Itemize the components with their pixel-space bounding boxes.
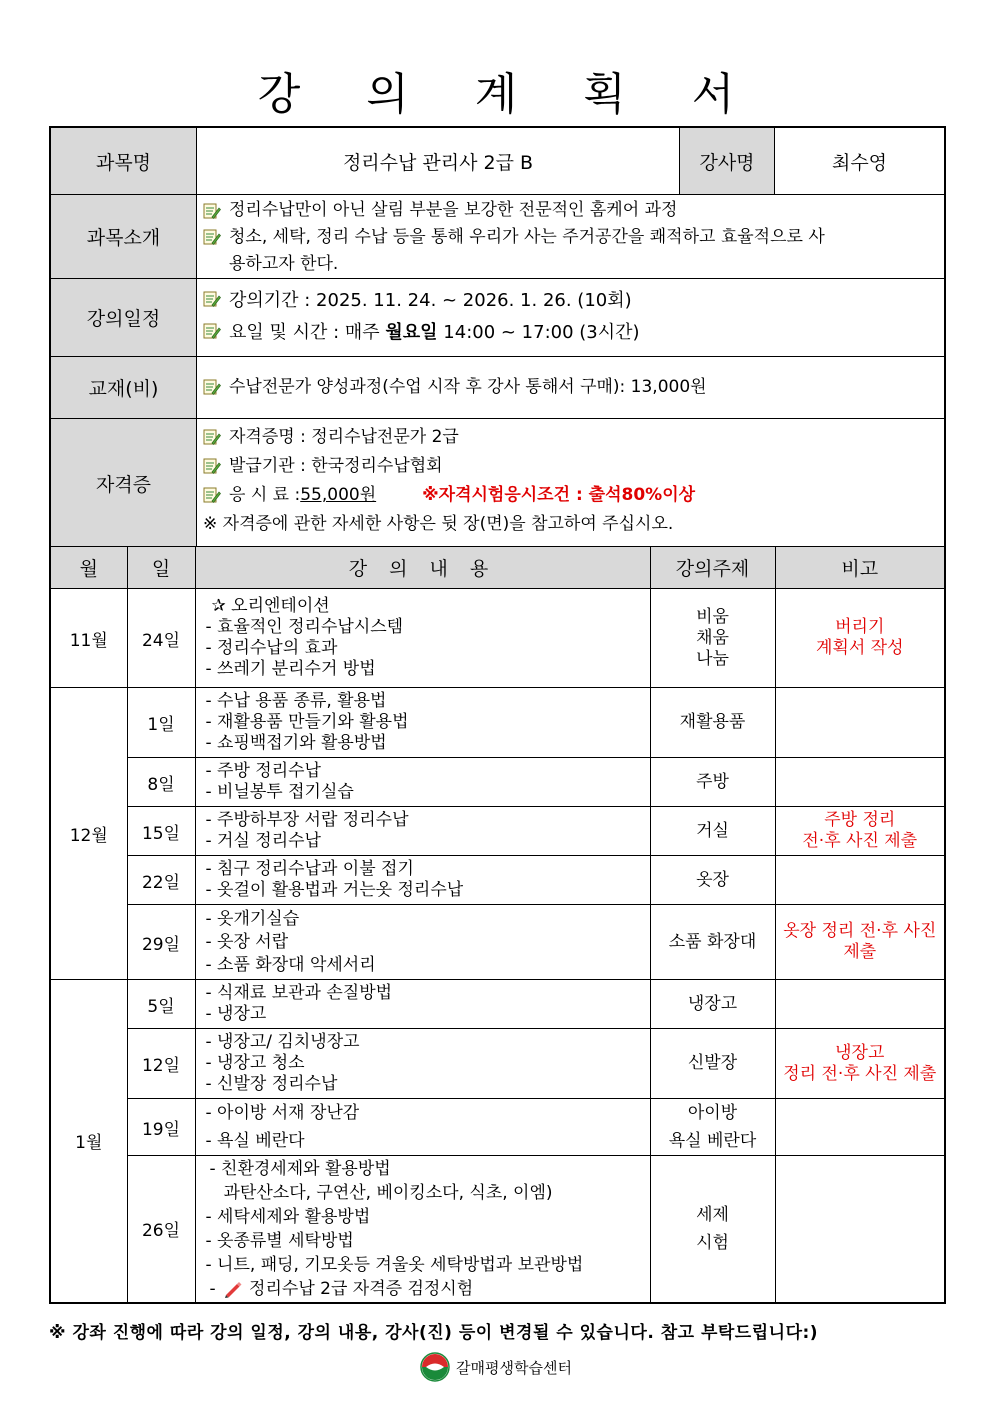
memo-pencil-icon <box>203 378 221 396</box>
course-time <box>229 317 640 349</box>
content-line: - 주방 정리수납 <box>205 761 321 781</box>
note-line: 정리 전·후 사진 제출 <box>783 1063 937 1084</box>
cert-note: ※ 자격증에 관한 자세한 사항은 뒷 장(면)을 참고하여 주십시오. <box>203 514 674 534</box>
content-line: - 비닐봉투 접기실습 <box>205 782 354 802</box>
content-line: - 신발장 정리수납 <box>205 1074 338 1094</box>
content-line: - 효율적인 정리수납시스템 <box>205 617 404 637</box>
header-month: 월 <box>50 547 127 589</box>
table-row <box>50 1156 945 1303</box>
table-row <box>50 758 945 807</box>
content-line: - 쓰레기 분리수거 방법 <box>205 659 376 679</box>
cert-value <box>197 419 944 548</box>
content-line: - 냉장고 청소 <box>205 1053 305 1073</box>
memo-pencil-icon <box>203 486 221 504</box>
time-prefix: 요일 및 시간 : 매주 <box>229 322 386 343</box>
day-cell: 1일 <box>127 688 195 758</box>
note-line: 주방 정리 <box>824 810 896 830</box>
intro-line-2: 청소, 세탁, 정리 수납 등을 통해 우리가 사는 주거공간을 쾌적하고 효율적으로 사 <box>229 227 825 247</box>
day-cell: 22일 <box>127 856 195 905</box>
day-cell: 29일 <box>127 905 195 980</box>
content-line: - 소품 화장대 악세서리 <box>205 954 376 975</box>
course-row <box>51 128 944 195</box>
note-cell <box>775 1099 945 1156</box>
schedule-label: 강의일정 <box>51 279 197 356</box>
day-cell: 26일 <box>127 1156 195 1303</box>
topic-cell: 소품 화장대 <box>650 905 775 980</box>
content-line: - 친환경세제와 활용방법 <box>209 1158 391 1179</box>
intro-row <box>51 195 944 279</box>
org-name: 갈매평생학습센터 <box>456 1358 572 1377</box>
topic-cell: 주방 <box>650 758 775 807</box>
month-cell: 12월 <box>50 688 127 980</box>
intro-line-1: 정리수납만이 아닌 살림 부분을 보강한 전문적인 홈케어 과정 <box>229 200 678 220</box>
table-row <box>50 1029 945 1099</box>
note-line: 제출 <box>843 942 877 962</box>
book-label: 교재(비) <box>51 357 197 418</box>
cert-fee: 55,000원 <box>300 485 377 505</box>
lecture-schedule-table <box>49 546 946 1304</box>
note-line: 전·후 사진 제출 <box>802 831 918 851</box>
dash: - <box>209 1278 222 1299</box>
note-line: 냉장고 <box>835 1042 885 1063</box>
topic-cell: 옷장 <box>650 856 775 905</box>
month-cell: 1월 <box>50 980 127 1303</box>
note-cell <box>775 980 945 1029</box>
content-line: - 식재료 보관과 손질방법 <box>205 983 393 1003</box>
table-row <box>50 1099 945 1156</box>
topic-cell <box>650 589 775 688</box>
topic-line: 비움 <box>696 606 729 627</box>
schedule-value <box>197 279 944 356</box>
footer <box>0 1352 992 1382</box>
content-line: - 재활용품 만들기와 활용법 <box>205 712 409 732</box>
cert-row <box>51 419 944 548</box>
memo-pencil-icon <box>203 228 221 246</box>
cert-label: 자격증 <box>51 419 197 548</box>
content-cell <box>195 1156 650 1303</box>
memo-pencil-icon <box>203 202 221 220</box>
content-line: 과탄산소다, 구연산, 베이킹소다, 식초, 이엠) <box>223 1182 553 1203</box>
topic-line: 아이방 <box>687 1103 738 1123</box>
galmae-logo-icon <box>420 1352 450 1382</box>
content-line: - 옷개기실습 <box>205 908 300 929</box>
note-line: 버리기 <box>835 617 885 637</box>
topic-cell: 냉장고 <box>650 980 775 1029</box>
table-row <box>50 688 945 758</box>
memo-pencil-icon <box>203 290 221 308</box>
content-line: - 냉장고 <box>205 1004 267 1024</box>
course-period: 강의기간 : 2025. 11. 24. ~ 2026. 1. 26. (10회) <box>229 290 632 311</box>
cert-condition: ※자격시험응시조건 : 출석80%이상 <box>422 485 696 505</box>
topic-line: 시험 <box>696 1232 729 1253</box>
red-pencil-icon <box>223 1280 243 1298</box>
content-cell <box>195 1099 650 1156</box>
month-cell: 11월 <box>50 589 127 688</box>
schedule-info-row <box>51 279 944 357</box>
note-line: 옷장 정리 전·후 사진 <box>783 921 937 941</box>
table-row <box>50 905 945 980</box>
memo-pencil-icon <box>203 457 221 475</box>
topic-line: 나눔 <box>696 648 729 669</box>
change-notice: ※ 강좌 진행에 따라 강의 일정, 강의 내용, 강사(진) 등이 변경될 수 있습니다. 참고 부탁드립니다:) <box>49 1323 819 1343</box>
topic-line: 채움 <box>696 627 729 648</box>
content-cell <box>195 980 650 1029</box>
content-line: - 수납 용품 종류, 활용법 <box>205 691 387 711</box>
header-note: 비고 <box>775 547 945 589</box>
table-row <box>50 807 945 856</box>
content-cell <box>195 905 650 980</box>
day-cell: 8일 <box>127 758 195 807</box>
table-row <box>50 980 945 1029</box>
content-line: - 거실 정리수납 <box>205 831 321 851</box>
topic-line: 욕실 베란다 <box>668 1131 757 1151</box>
day-cell: 15일 <box>127 807 195 856</box>
time-suffix: 14:00 ~ 17:00 (3시간) <box>437 322 640 343</box>
note-cell <box>775 589 945 688</box>
memo-pencil-icon <box>203 322 221 340</box>
content-cell <box>195 758 650 807</box>
content-line: - 아이방 서재 장난감 <box>205 1103 360 1123</box>
intro-line-2-cont: 용하고자 한다. <box>229 254 339 274</box>
day-cell: 19일 <box>127 1099 195 1156</box>
cert-issuer: 발급기관 : 한국정리수납협회 <box>229 456 443 476</box>
content-line: - 쇼핑백접기와 활용방법 <box>205 733 387 753</box>
course-name: 정리수납 관리사 2급 B <box>197 128 680 194</box>
content-line: - 옷장 서랍 <box>205 931 289 952</box>
note-cell <box>775 758 945 807</box>
time-day: 월요일 <box>385 322 438 343</box>
header-day: 일 <box>127 547 195 589</box>
note-cell <box>775 905 945 980</box>
topic-cell <box>650 1156 775 1303</box>
note-cell <box>775 688 945 758</box>
course-info-table <box>49 126 946 550</box>
content-line: ✰ 오리엔테이션 <box>211 596 330 616</box>
content-line: - 옷종류별 세탁방법 <box>205 1230 354 1251</box>
document-title: 강 의 계 획 서 <box>257 69 761 120</box>
content-line: - 니트, 패딩, 기모옷등 겨울옷 세탁방법과 보관방법 <box>205 1254 584 1275</box>
content-cell <box>195 856 650 905</box>
cert-fee-prefix: 응 시 료 : <box>229 485 301 505</box>
note-cell <box>775 1156 945 1303</box>
content-line: - 정리수납의 효과 <box>205 638 338 658</box>
content-line: - 침구 정리수납과 이불 접기 <box>205 859 414 879</box>
content-line: - 옷걸이 활용법과 거는옷 정리수납 <box>205 880 464 900</box>
book-row <box>51 357 944 419</box>
table-row <box>50 856 945 905</box>
content-line: - 냉장고/ 김치냉장고 <box>205 1032 360 1052</box>
cert-name: 자격증명 : 정리수납전문가 2급 <box>229 427 459 447</box>
memo-pencil-icon <box>203 428 221 446</box>
note-cell <box>775 1029 945 1099</box>
content-cell <box>195 589 650 688</box>
content-line: - 주방하부장 서랍 정리수납 <box>205 810 409 830</box>
content-cell <box>195 688 650 758</box>
day-cell: 5일 <box>127 980 195 1029</box>
topic-cell <box>650 1099 775 1156</box>
teacher-name: 최수영 <box>831 151 888 174</box>
intro-label: 과목소개 <box>51 195 197 278</box>
teacher-label: 강사명 <box>680 128 775 194</box>
day-cell: 12일 <box>127 1029 195 1099</box>
table-row <box>50 589 945 688</box>
content-cell <box>195 807 650 856</box>
schedule-header-row <box>50 547 945 589</box>
content-line <box>206 1277 640 1301</box>
day-cell: 24일 <box>127 589 195 688</box>
book-text: 수납전문가 양성과정(수업 시작 후 강사 통해서 구매): 13,000원 <box>229 377 707 397</box>
header-content: 강 의 내 용 <box>195 547 650 589</box>
course-label: 과목명 <box>51 128 197 194</box>
topic-cell: 신발장 <box>650 1029 775 1099</box>
exam-text: 정리수납 2급 자격증 검정시험 <box>249 1278 474 1299</box>
content-line: - 욕실 베란다 <box>205 1131 305 1151</box>
book-value <box>197 357 944 418</box>
content-line: - 세탁세제와 활용방법 <box>205 1206 371 1227</box>
note-cell <box>775 807 945 856</box>
intro-value <box>197 195 944 278</box>
header-topic: 강의주제 <box>650 547 775 589</box>
topic-cell: 거실 <box>650 807 775 856</box>
note-line: 계획서 작성 <box>815 638 904 658</box>
topic-cell: 재활용품 <box>650 688 775 758</box>
topic-line: 세제 <box>696 1204 729 1225</box>
note-cell <box>775 856 945 905</box>
content-cell <box>195 1029 650 1099</box>
